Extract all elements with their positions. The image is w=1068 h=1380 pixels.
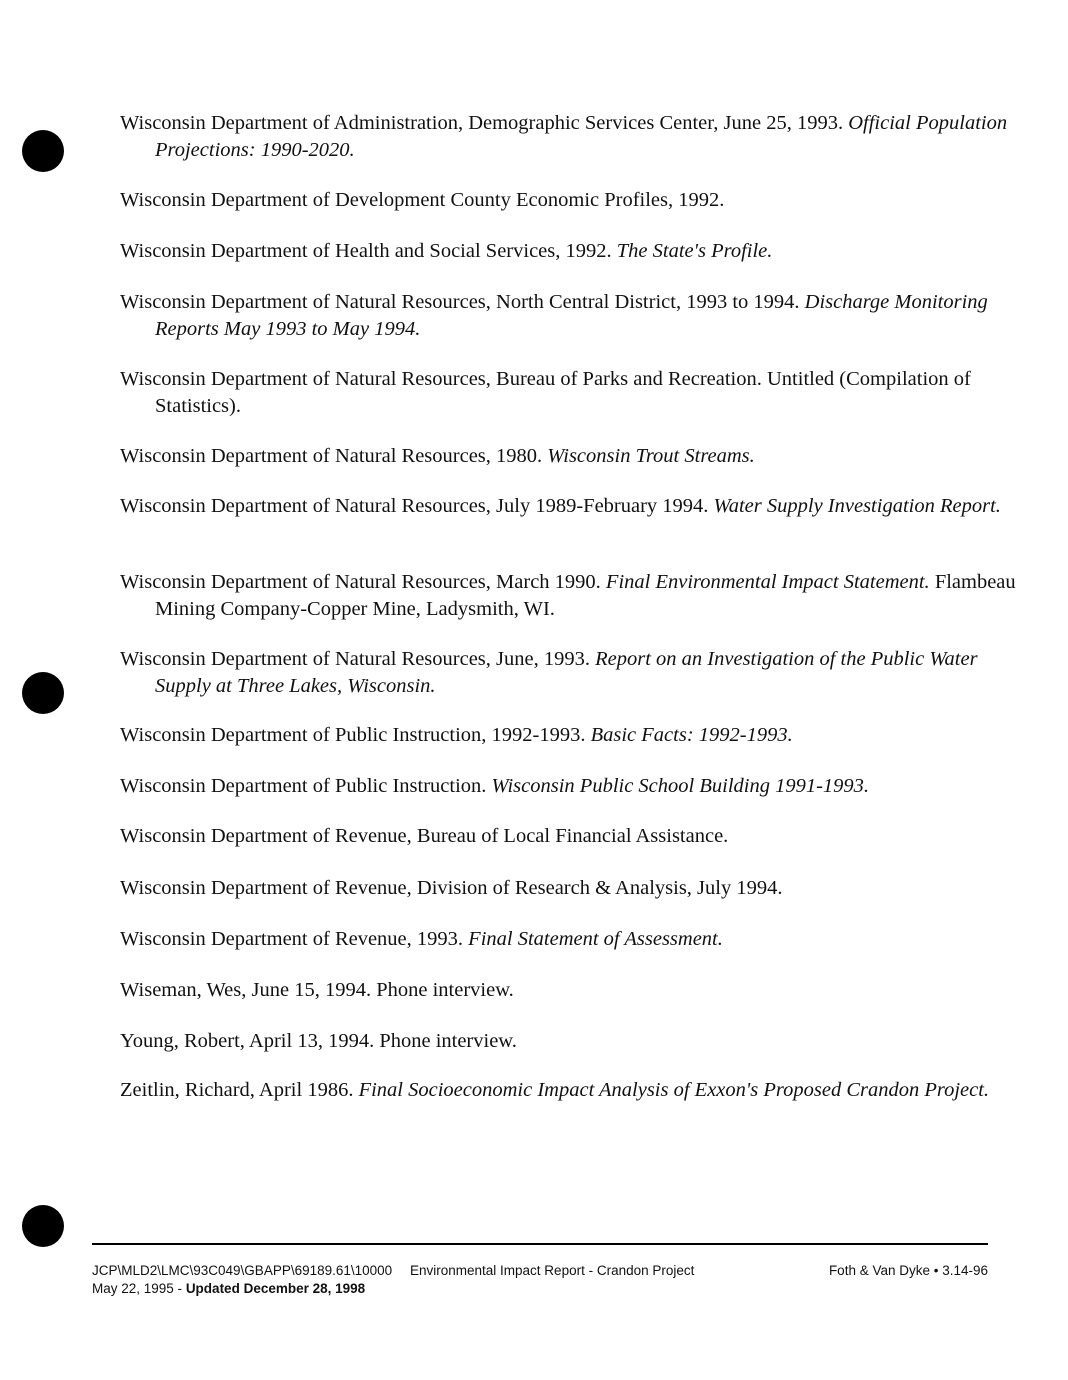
reference-entry: Wisconsin Department of Natural Resources, 1980. Wisconsin Trout Streams. (120, 445, 755, 467)
footer-report-title: Environmental Impact Report - Crandon Project (410, 1263, 695, 1278)
reference-entry: Wisconsin Department of Revenue, Division of Research & Analysis, July 1994. (120, 877, 783, 899)
reference-entry: Wisconsin Department of Public Instruction, 1992-1993. Basic Facts: 1992-1993. (120, 724, 793, 746)
reference-entry: Wisconsin Department of Natural Resources, March 1990. Final Environmental Impact Statement. Flambeau Mining Company-Copper Mine, Ladysmith, WI. (120, 571, 1016, 620)
reference-entry: Wiseman, Wes, June 15, 1994. Phone interview. (120, 979, 514, 1001)
reference-entry: Zeitlin, Richard, April 1986. Final Socioeconomic Impact Analysis of Exxon's Proposed Crandon Project. (120, 1079, 990, 1101)
footer-dates: May 22, 1995 - Updated December 28, 1998 (92, 1281, 366, 1296)
footer-updated: Updated December 28, 1998 (185, 1281, 366, 1296)
reference-entry: Wisconsin Department of Natural Resources, June, 1993. Report on an Investigation of the Public Water Supply at Three Lakes, Wisconsin. (120, 648, 978, 697)
binder-hole-top (22, 130, 64, 172)
reference-entry: Wisconsin Department of Development County Economic Profiles, 1992. (120, 189, 725, 211)
reference-entry: Wisconsin Department of Natural Resources, Bureau of Parks and Recreation. Untitled (Compilation of Statistics). (120, 368, 971, 417)
reference-entry: Wisconsin Department of Revenue, Bureau of Local Financial Assistance. (120, 825, 729, 847)
reference-entry: Wisconsin Department of Natural Resources, North Central District, 1993 to 1994. Discharge Monitoring Reports May 1993 to May 1994. (120, 291, 988, 340)
reference-entry: Wisconsin Department of Natural Resources, July 1989-February 1994. Water Supply Investigation Report. (120, 495, 1001, 517)
footer-file-path: JCP\MLD2\LMC\93C049\GBAPP\69189.61\10000 (92, 1263, 393, 1278)
footer-page-number: Foth & Van Dyke • 3.14-96 (828, 1263, 988, 1278)
binder-hole-bottom (22, 1205, 64, 1247)
footer-divider (92, 1243, 988, 1245)
reference-entry: Young, Robert, April 13, 1994. Phone interview. (120, 1030, 517, 1052)
footer-left (92, 1262, 392, 1298)
reference-entry: Wisconsin Department of Revenue, 1993. Final Statement of Assessment. (120, 928, 723, 950)
reference-entry: Wisconsin Department of Health and Social Services, 1992. The State's Profile. (120, 240, 773, 262)
reference-entry: Wisconsin Department of Administration, Demographic Services Center, June 25, 1993. Official Population Projections: 1990-2020. (120, 112, 1008, 161)
binder-hole-middle (22, 672, 64, 714)
reference-entry: Wisconsin Department of Public Instruction. Wisconsin Public School Building 1991-1993. (120, 775, 870, 797)
